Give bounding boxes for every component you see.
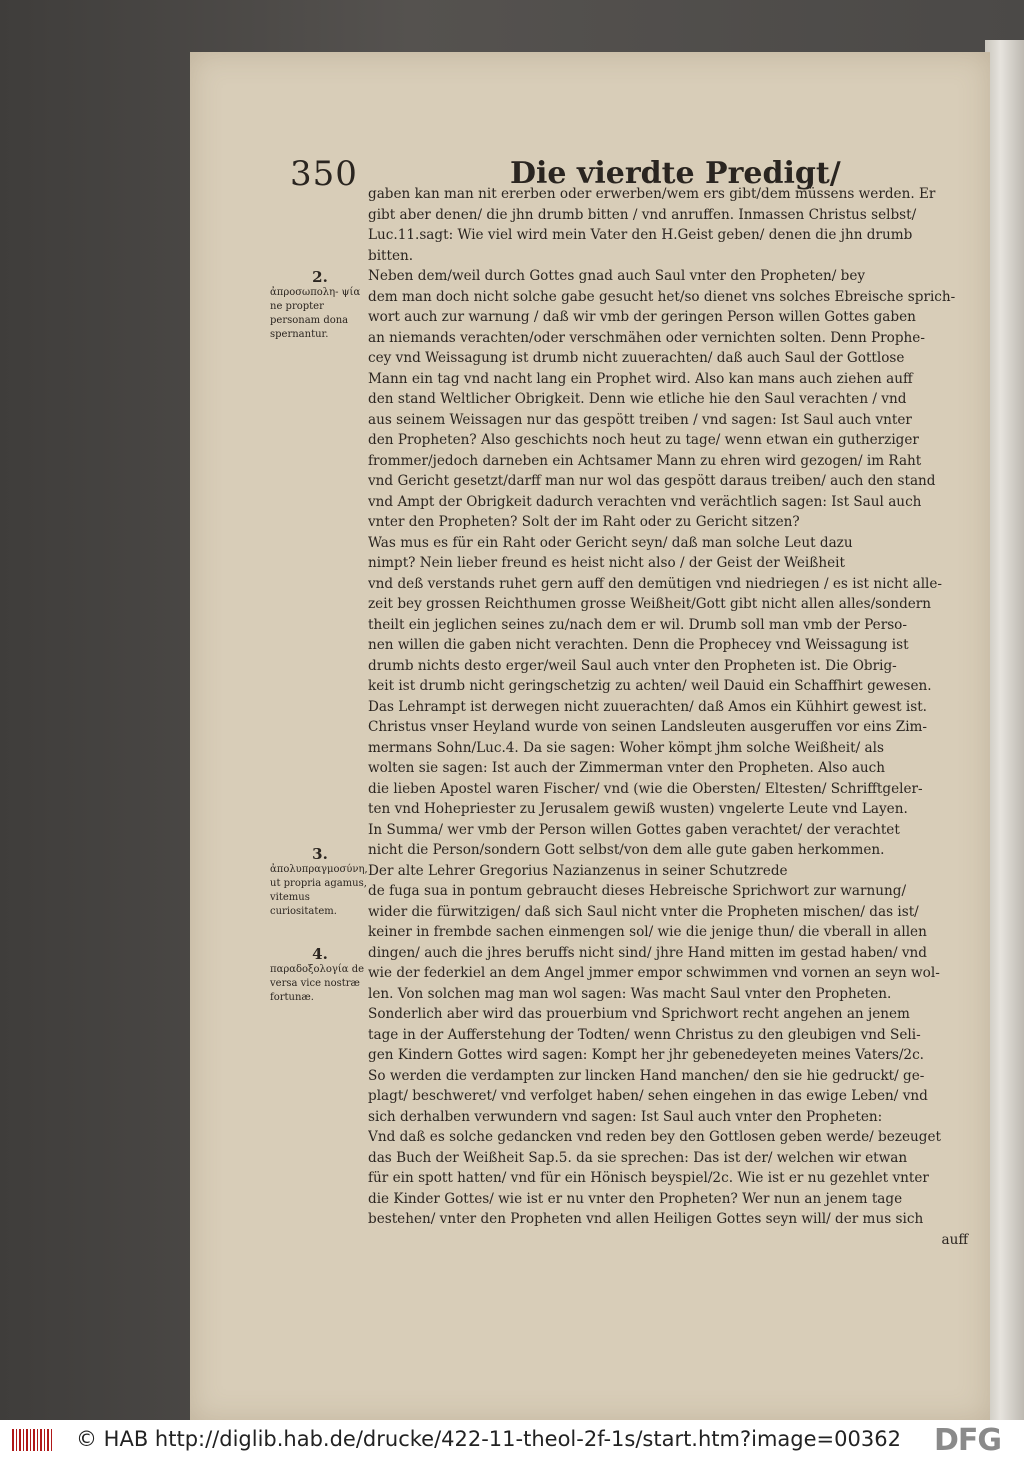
margin-note-number: 2. — [312, 268, 328, 286]
text-line: sich derhalben verwundern vnd sagen: Ist Saul auch vnter den Propheten: — [368, 1108, 883, 1125]
margin-note-text: ἀπολυπραγμοσύνη, ut propria agamus, vitemus curiositatem. — [270, 864, 368, 917]
text-line: wolten sie sagen: Ist auch der Zimmerman vnter den Propheten. Also auch — [368, 760, 886, 776]
source-url[interactable]: © HAB http://diglib.hab.de/drucke/422-11-theol-2f-1s/start.htm?image=00362 — [76, 1427, 901, 1451]
text-line: nimpt? Nein lieber freund es heist nicht also / der Geist der Weißheit — [368, 555, 845, 571]
text-line: mermans Sohn/Luc.4. Da sie sagen: Woher kömpt jhm solche Weißheit/ als — [368, 739, 884, 756]
margin-note-text: παραδοξολογία de versa vice nostræ fortunæ. — [270, 964, 365, 1003]
text-line: frommer/jedoch darneben ein Achtsamer Mann zu ehren wird gezogen/ im Raht — [368, 452, 922, 469]
text-line: Vnd daß es solche gedancken vnd reden bey den Gottlosen geben werde/ bezeuget — [368, 1129, 941, 1145]
text-line: zeit bey grossen Reichthumen grosse Weißheit/Gott gibt nicht allen alles/sondern — [368, 596, 932, 612]
text-line: keiner in frembde sachen einmengen sol/ wie die jenige thun/ die vberall in allen — [368, 924, 927, 940]
margin-note-4 — [270, 947, 370, 1005]
text-line: nicht die Person/sondern Gott selbst/von dem alle gute gaben herkommen. — [368, 842, 885, 858]
margin-note-number: 4. — [312, 945, 328, 963]
text-line: ten vnd Hohepriester zu Jerusalem gewiß wusten) vngelerte Leute vnd Layen. — [368, 801, 908, 817]
text-line: bitten. — [368, 247, 414, 264]
text-line: wider die fürwitzigen/ daß sich Saul nicht vnter die Propheten mischen/ das ist/ — [368, 903, 919, 920]
text-line: Neben dem/weil durch Gottes gnad auch Saul vnter den Propheten/ bey — [368, 268, 866, 284]
text-line: den Propheten? Also geschichts noch heut zu tage/ wenn etwan ein gutherziger — [368, 432, 919, 448]
running-title: Die vierdte Predigt/ — [510, 156, 841, 191]
text-line: Mann ein tag vnd nacht lang ein Prophet wird. Also kan mans auch ziehen auff — [368, 370, 913, 387]
catchword: auff — [941, 1231, 968, 1248]
text-line: Was mus es für ein Raht oder Gericht seyn/ daß man solche Leut dazu — [368, 534, 853, 551]
text-line: vnd deß verstands ruhet gern auff den demütigen vnd niedriegen / es ist nicht alle- — [368, 575, 943, 592]
margin-note-text: ἀπροσωπολη- ψία ne propter personam dona spernantur. — [270, 287, 361, 340]
text-line: Der alte Lehrer Gregorius Nazianzenus in seiner Schutzrede — [368, 862, 788, 879]
text-line: an niemands verachten/oder verschmähen oder vernichten solten. Denn Prophe- — [368, 329, 925, 346]
text-line: nen willen die gaben nicht verachten. Denn die Prophecey vnd Weissagung ist — [368, 637, 909, 653]
text-line: aus seinem Weissagen nur das gespött treiben / vnd sagen: Ist Saul auch vnter — [368, 411, 912, 428]
text-line: drumb nichts desto erger/weil Saul auch vnter den Propheten ist. Die Obrig- — [368, 657, 897, 674]
text-line: len. Von solchen mag man wol sagen: Was macht Saul vnter den Propheten. — [368, 985, 892, 1002]
text-line: cey vnd Weissagung ist drumb nicht zuuerachten/ daß auch Saul der Gottlose — [368, 350, 905, 366]
text-line: das Buch der Weißheit Sap.5. da sie sprechen: Das ist der/ welchen wir etwan — [368, 1149, 908, 1166]
text-line: die Kinder Gottes/ wie ist er nu vnter den Propheten? Wer nun an jenem tage — [368, 1190, 903, 1207]
text-line: In Summa/ wer vmb der Person willen Gottes gaben verachtet/ der verachtet — [368, 821, 900, 838]
footer-bar — [0, 1420, 1024, 1459]
text-line: theilt ein jeglichen seines zu/nach dem er wil. Drumb soll man vmb der Perso- — [368, 616, 907, 633]
text-line: für ein spott hatten/ vnd für ein Hönisch beyspiel/2c. Wie ist er nu gezehlet vnter — [368, 1170, 929, 1186]
text-line: So werden die verdampten zur lincken Hand manchen/ den sie hie gedruckt/ ge- — [368, 1067, 925, 1084]
text-line: die lieben Apostel waren Fischer/ vnd (wie die Obersten/ Eltesten/ Schrifftgeler- — [368, 780, 923, 797]
text-line: gen Kindern Gottes wird sagen: Kompt her jhr gebenedeyeten meines Vaters/2c. — [368, 1047, 925, 1063]
text-line: keit ist drumb nicht geringschetzig zu achten/ weil Dauid ein Schaffhirt gewesen. — [368, 678, 932, 694]
text-line: tage in der Aufferstehung der Todten/ wenn Christus zu den gleubigen vnd Seli- — [368, 1026, 921, 1043]
text-line: wort auch zur warnung / daß wir vmb der geringen Person willen Gottes gaben — [368, 309, 916, 325]
text-line: de fuga sua in pontum gebraucht dieses Hebreische Sprichwort zur warnung/ — [368, 883, 907, 899]
next-page-edge — [985, 40, 1024, 1420]
text-line: Luc.11.sagt: Wie viel wird mein Vater den H.Geist geben/ denen die jhn drumb — [368, 227, 913, 243]
text-line: vnd Gericht gesetzt/darff man nur wol das gespött daraus treiben/ auch den stand — [368, 473, 936, 489]
text-line: Das Lehrampt ist derwegen nicht zuuerachten/ daß Amos ein Kühhirt gewest ist. — [368, 698, 927, 715]
text-line: dingen/ auch die jhres beruffs nicht sind/ jhre Hand mitten im gestad haben/ vnd — [368, 944, 927, 961]
text-line: vnter den Propheten? Solt der im Raht oder zu Gericht sitzen? — [368, 514, 800, 530]
margin-note-3 — [270, 847, 370, 919]
text-line: plagt/ beschweret/ vnd verfolget haben/ sehen eingehen in das ewige Leben/ vnd — [368, 1088, 928, 1104]
barcode-icon — [12, 1429, 52, 1451]
text-line: bestehen/ vnter den Propheten vnd allen Heiligen Gottes seyn will/ der mus sich — [368, 1211, 924, 1227]
text-line: wie der federkiel an dem Angel jmmer empor schwimmen vnd vornen an seyn wol- — [368, 965, 940, 981]
text-line: gaben kan man nit ererben oder erwerben/wem ers gibt/dem müssens werden. Er — [368, 186, 936, 202]
text-line: Christus vnser Heyland wurde von seinen Landsleuten ausgeruffen vor eins Zim- — [368, 719, 928, 735]
text-line: Sonderlich aber wird das prouerbium vnd Sprichwort recht angehen an jenem — [368, 1006, 910, 1022]
body-text — [368, 184, 968, 1250]
page-number: 350 — [290, 154, 358, 194]
dfg-logo: DFG — [934, 1423, 1002, 1458]
text-line: vnd Ampt der Obrigkeit dadurch verachten vnd verächtlich sagen: Ist Saul auch — [368, 493, 922, 510]
text-line: dem man doch nicht solche gabe gesucht het/so dienet vns solches Ebreische sprich- — [368, 288, 956, 305]
book-page — [190, 52, 990, 1422]
text-line: den stand Weltlicher Obrigkeit. Denn wie etliche hie den Saul verachten / vnd — [368, 391, 907, 407]
margin-note-number: 3. — [312, 845, 328, 863]
text-line: gibt aber denen/ die jhn drumb bitten / vnd anruffen. Inmassen Christus selbst/ — [368, 206, 917, 223]
margin-note-2 — [270, 270, 370, 342]
